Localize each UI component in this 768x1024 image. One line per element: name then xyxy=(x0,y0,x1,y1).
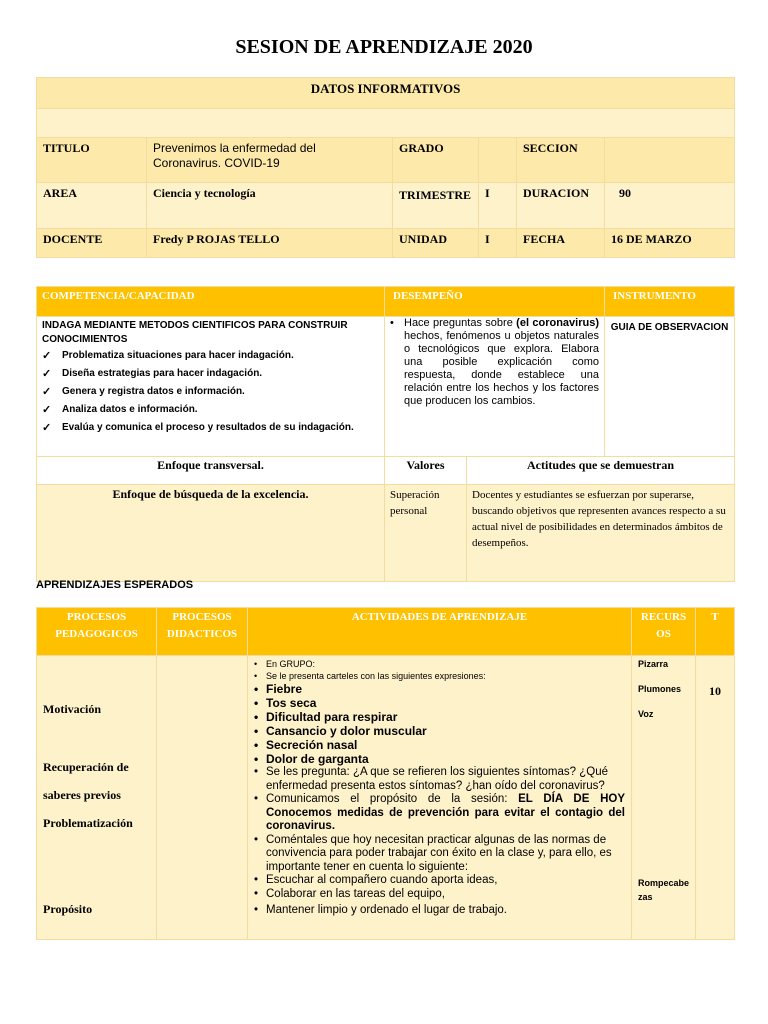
sintoma-item: • Fiebre xyxy=(254,682,625,696)
aprendizajes-table xyxy=(36,607,735,940)
fecha-label: FECHA xyxy=(517,229,605,258)
blank-row xyxy=(37,109,735,138)
grado-label: GRADO xyxy=(393,138,479,183)
unidad-label: UNIDAD xyxy=(393,229,479,258)
col-t: T xyxy=(696,608,735,656)
docente-value: Fredy P ROJAS TELLO xyxy=(147,229,393,258)
check-icon: ✓ xyxy=(42,404,52,416)
enfoque-value: Enfoque de búsqueda de la excelencia. xyxy=(37,485,385,582)
valores-header: Valores xyxy=(385,457,467,485)
list-item: • En GRUPO: xyxy=(254,658,625,670)
duracion-value: 90 xyxy=(605,183,735,229)
procesos-pedagogicos-cell xyxy=(37,656,157,940)
col-actividades: ACTIVIDADES DE APRENDIZAJE xyxy=(248,608,632,656)
competencia-cell xyxy=(37,317,385,457)
duracion-label: DURACION xyxy=(517,183,605,229)
list-item: • Se le presenta carteles con las siguientes expresiones: xyxy=(254,670,625,682)
desempeno-pre: Hace preguntas sobre xyxy=(404,317,517,329)
proc-problematizacion: Problematización xyxy=(43,816,133,830)
capacidad-item: ✓ Genera y registra datos e información. xyxy=(42,386,245,398)
trimestre-label: TRIMESTRE xyxy=(393,183,479,229)
fecha-value: 16 DE MARZO xyxy=(605,229,735,258)
titulo-value: Prevenimos la enfermedad del Coronavirus. COVID-19 xyxy=(147,138,393,183)
datos-header: DATOS INFORMATIVOS xyxy=(37,78,735,109)
recurso-plumones: Plumones xyxy=(638,684,682,694)
recursos-cell xyxy=(632,656,696,940)
actitudes-header: Actitudes que se demuestran xyxy=(467,457,735,485)
capacidad-item: ✓ Analiza datos e información. xyxy=(42,404,198,416)
proc-proposito: Propósito xyxy=(43,902,93,916)
t-value: 10 xyxy=(696,656,735,940)
list-item: • Se les pregunta: ¿A que se refieren los siguientes síntomas? ¿Qué enfermedad presenta estos síntomas? ¿han oído del coronavirus? xyxy=(254,766,625,793)
desempeno-bold: (el coronavirus) xyxy=(516,317,599,329)
actividades-list xyxy=(254,658,625,918)
desempeno-cell xyxy=(385,317,605,457)
trimestre-value: I xyxy=(479,183,517,229)
col-instrumento: INSTRUMENTO xyxy=(605,287,735,317)
col-recursos: RECURSOS xyxy=(632,608,696,656)
instrumento-value: GUIA DE OBSERVACION xyxy=(605,317,735,457)
desempeno-post: hechos, fenómenos u objetos naturales o tecnológicos que explora. Elabora una posible explicación como respuesta, donde establece una relación entre los hechos y los factores que producen los cambios. xyxy=(404,330,599,407)
norma-item: • Colaborar en las tareas del equipo, xyxy=(254,888,625,902)
enfoque-header: Enfoque transversal. xyxy=(37,457,385,485)
titulo-label: TITULO xyxy=(37,138,147,183)
seccion-value xyxy=(605,138,735,183)
datos-informativos-table xyxy=(36,77,735,258)
procesos-didacticos-cell xyxy=(157,656,248,940)
actitud-value: Docentes y estudiantes se esfuerzan por superarse, buscando objetivos que representen avances respecto a su actual nivel de posibilidades en determinados ámbitos de desempeños. xyxy=(467,485,735,582)
page-title: SESION DE APRENDIZAJE 2020 xyxy=(235,36,533,58)
proc-motivacion: Motivación xyxy=(43,702,101,716)
sintoma-item: • Cansancio y dolor muscular xyxy=(254,724,625,738)
area-value: Ciencia y tecnología xyxy=(147,183,393,229)
sintoma-item: • Secreción nasal xyxy=(254,738,625,752)
capacidades-list xyxy=(42,349,379,435)
capacidad-item: ✓ Evalúa y comunica el proceso y resultados de su indagación. xyxy=(42,422,354,434)
check-icon: ✓ xyxy=(42,386,52,398)
proposito-bold: EL DÍA DE HOY Conocemos medidas de prevención para evitar el contagio del coronavirus. xyxy=(266,793,625,832)
unidad-value: I xyxy=(479,229,517,258)
proc-saberes: saberes previos xyxy=(43,788,121,802)
grado-value xyxy=(479,138,517,183)
col-desempeno: DESEMPEÑO xyxy=(385,287,605,317)
col-pedagogicos: PROCESOS PEDAGOGICOS xyxy=(37,608,157,656)
col-competencia: COMPETENCIA/CAPACIDAD xyxy=(37,287,385,317)
competencias-table xyxy=(36,286,735,582)
capacidad-item: ✓ Diseña estrategias para hacer indagación. xyxy=(42,368,263,380)
proposito-pre: Comunicamos el propósito de la sesión: xyxy=(266,793,519,805)
norma-item: • Mantener limpio y ordenado el lugar de trabajo. xyxy=(254,904,625,918)
actividades-cell xyxy=(248,656,632,940)
check-icon: ✓ xyxy=(42,368,52,380)
capacidad-item: ✓ Problematiza situaciones para hacer indagación. xyxy=(42,350,294,362)
norma-item: • Escuchar al compañero cuando aporta ideas, xyxy=(254,874,625,888)
sintoma-item: • Tos seca xyxy=(254,696,625,710)
bullet-icon: • xyxy=(390,317,394,329)
docente-label: DOCENTE xyxy=(37,229,147,258)
area-label: AREA xyxy=(37,183,147,229)
list-item: • Coméntales que hoy necesitan practicar algunas de las normas de convivencia para poder trabajar con éxito en la clase y, para ello, es importante tener en cuenta lo siguiente: xyxy=(254,834,625,875)
seccion-label: SECCION xyxy=(517,138,605,183)
recurso-voz: Voz xyxy=(638,709,654,719)
check-icon: ✓ xyxy=(42,422,52,434)
recurso-rompecabezas: Rompecabezas xyxy=(638,878,690,902)
sintoma-item: • Dificultad para respirar xyxy=(254,710,625,724)
proc-recuperacion: Recuperación de xyxy=(43,760,129,774)
aprendizajes-label: APRENDIZAJES ESPERADOS xyxy=(36,579,194,591)
col-didacticos: PROCESOS DIDACTICOS xyxy=(157,608,248,656)
sintoma-item: • Dolor de garganta xyxy=(254,752,625,766)
valor-value: Superación personal xyxy=(385,485,467,582)
recurso-pizarra: Pizarra xyxy=(638,659,669,669)
list-item xyxy=(254,793,625,834)
check-icon: ✓ xyxy=(42,350,52,362)
competencia-title: INDAGA MEDIANTE METODOS CIENTIFICOS PARA CONSTRUIR CONOCIMIENTOS xyxy=(42,320,348,345)
